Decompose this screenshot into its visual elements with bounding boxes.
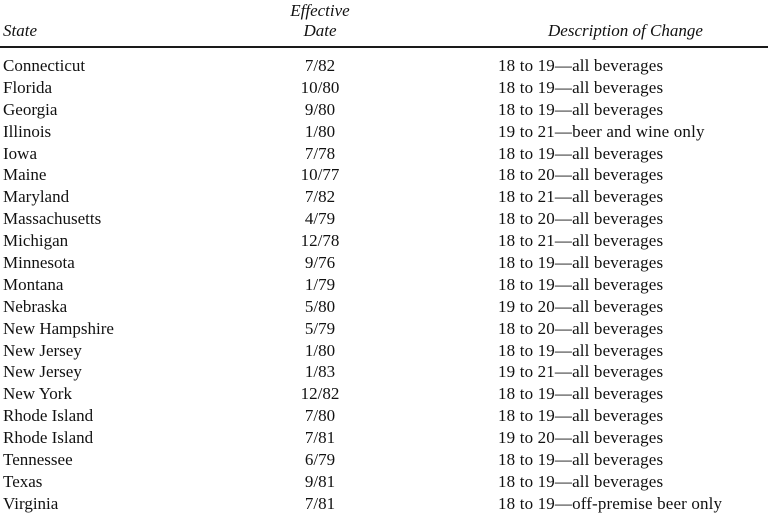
description-cell: 18 to 20—all beverages [498, 318, 664, 338]
state-cell: Maine [3, 165, 47, 185]
description-cell: 18 to 19—all beverages [498, 340, 664, 360]
table-row [0, 274, 768, 296]
effective-date-cell: 6/79 [304, 450, 336, 470]
description-cell: 18 to 19—all beverages [498, 406, 664, 426]
state-cell: Texas [3, 471, 43, 491]
header-divider [0, 46, 768, 48]
description-cell: 18 to 19—off-premise beer only [498, 493, 723, 513]
table-row [0, 383, 768, 405]
description-cell: 18 to 19—all beverages [498, 253, 664, 273]
description-cell: 18 to 19—all beverages [498, 450, 664, 470]
table-row [0, 186, 768, 208]
table-row [0, 121, 768, 143]
description-column-header: Description of Change [548, 21, 703, 40]
description-cell: 18 to 19—all beverages [498, 274, 664, 294]
description-cell: 18 to 19—all beverages [498, 143, 664, 163]
state-cell: New York [3, 384, 72, 404]
description-cell: 19 to 21—beer and wine only [498, 121, 705, 141]
table-row [0, 208, 768, 230]
state-cell: Georgia [3, 99, 58, 119]
state-cell: Rhode Island [3, 428, 94, 448]
state-cell: Florida [3, 77, 53, 97]
effective-date-cell: 7/82 [304, 187, 336, 207]
description-cell: 18 to 19—all beverages [498, 77, 664, 97]
table-row [0, 427, 768, 449]
effective-date-cell: 1/80 [304, 121, 336, 141]
table-row [0, 164, 768, 186]
table-row [0, 252, 768, 274]
table-row [0, 230, 768, 252]
state-column-header: State [3, 21, 37, 40]
state-cell: Illinois [3, 121, 52, 141]
table-row [0, 318, 768, 340]
state-cell: Virginia [3, 493, 59, 513]
effective-date-cell: 10/80 [300, 77, 340, 97]
description-cell: 18 to 19—all beverages [498, 384, 664, 404]
table-row [0, 340, 768, 362]
state-cell: Tennessee [3, 450, 73, 470]
effective-date-header-line2: Date [303, 21, 337, 40]
description-cell: 18 to 19—all beverages [498, 99, 664, 119]
table-row [0, 99, 768, 121]
effective-date-cell: 4/79 [304, 209, 336, 229]
state-cell: New Hampshire [3, 318, 114, 338]
table-row [0, 449, 768, 471]
effective-date-cell: 10/77 [300, 165, 340, 185]
description-cell: 18 to 19—all beverages [498, 471, 664, 491]
effective-date-cell: 1/83 [304, 362, 336, 382]
table-row [0, 471, 768, 493]
state-cell: Montana [3, 274, 64, 294]
table-row [0, 493, 768, 515]
table-row [0, 296, 768, 318]
effective-date-cell: 9/76 [304, 253, 336, 273]
description-cell: 18 to 20—all beverages [498, 209, 664, 229]
state-cell: Connecticut [3, 56, 86, 75]
effective-date-cell: 9/80 [304, 99, 336, 119]
effective-date-cell: 12/78 [300, 231, 340, 251]
effective-date-cell: 7/82 [304, 56, 336, 75]
effective-date-cell: 9/81 [304, 471, 336, 491]
state-cell: Nebraska [3, 296, 68, 316]
state-cell: Rhode Island [3, 406, 94, 426]
table-row [0, 55, 768, 77]
effective-date-cell: 7/81 [304, 428, 336, 448]
state-cell: Massachusetts [3, 209, 102, 229]
description-cell: 19 to 20—all beverages [498, 428, 664, 448]
description-cell: 18 to 20—all beverages [498, 165, 664, 185]
effective-date-column-header [270, 1, 370, 41]
state-cell: New Jersey [3, 362, 82, 382]
table-row [0, 405, 768, 427]
description-cell: 19 to 21—all beverages [498, 362, 664, 382]
state-cell: Iowa [3, 143, 37, 163]
description-cell: 18 to 19—all beverages [498, 56, 664, 75]
table-row [0, 77, 768, 99]
description-cell: 18 to 21—all beverages [498, 231, 664, 251]
effective-date-cell: 12/82 [300, 384, 340, 404]
table-row [0, 143, 768, 165]
description-cell: 19 to 20—all beverages [498, 296, 664, 316]
effective-date-cell: 5/79 [304, 318, 336, 338]
state-cell: Minnesota [3, 253, 75, 273]
effective-date-header-line1: Effective [290, 1, 350, 20]
table-row [0, 361, 768, 383]
effective-date-cell: 5/80 [304, 296, 336, 316]
state-cell: New Jersey [3, 340, 82, 360]
effective-date-cell: 1/79 [304, 274, 336, 294]
effective-date-cell: 7/81 [304, 493, 336, 513]
state-cell: Maryland [3, 187, 70, 207]
description-cell: 18 to 21—all beverages [498, 187, 664, 207]
effective-date-cell: 1/80 [304, 340, 336, 360]
effective-date-cell: 7/78 [304, 143, 336, 163]
effective-date-cell: 7/80 [304, 406, 336, 426]
state-cell: Michigan [3, 231, 69, 251]
table-body [0, 55, 768, 515]
